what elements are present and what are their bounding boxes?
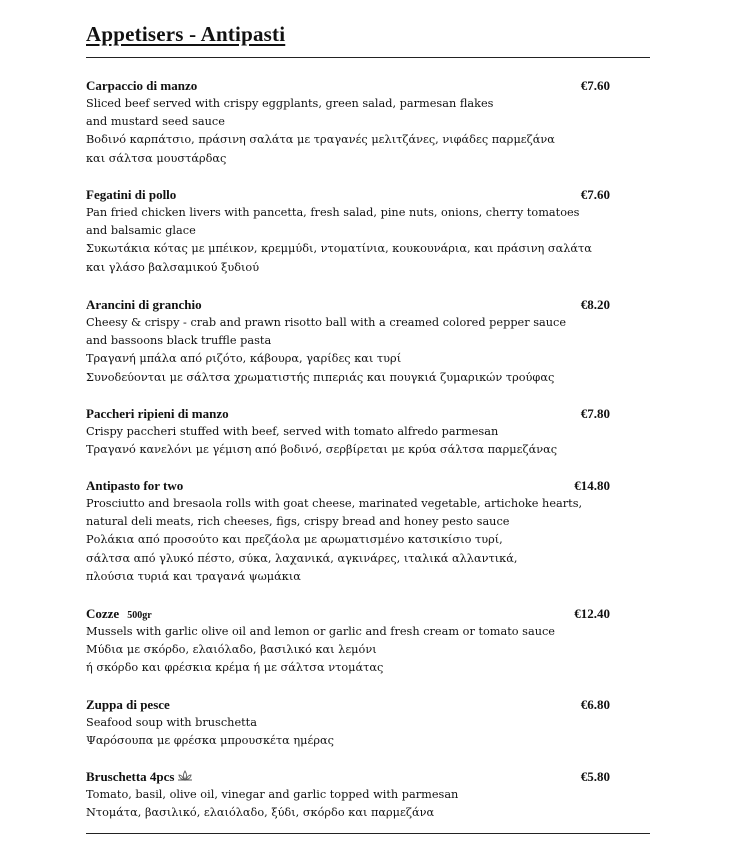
menu-item-fegatini — [86, 186, 650, 277]
item-name: Fegatini di pollo — [86, 187, 177, 202]
item-description-line: Τραγανή μπάλα από ριζότο, κάβουρα, γαρίδες και τυρί — [86, 352, 402, 366]
section-title: Appetisers - Antipasti — [86, 22, 286, 46]
menu-item-carpaccio — [86, 77, 650, 168]
item-description-line: Seafood soup with bruschetta — [86, 716, 257, 729]
vegetarian-leaf-icon — [177, 769, 193, 781]
item-description-line: Συνοδεύονται με σάλτσα χρωματιστής πιπεριάς και πουγκιά ζυμαρικών τρούφας — [86, 370, 555, 384]
top-divider — [86, 57, 650, 58]
item-description-line: ή σκόρδο και φρέσκια κρέμα ή με σάλτσα ντομάτας — [86, 661, 384, 675]
item-description-line: Ντομάτα, βασιλικό, ελαιόλαδο, ξύδι, σκόρδο και παρμεζάνα — [86, 806, 435, 820]
item-description-line: Ψαρόσουπα με φρέσκα μπρουσκέτα ημέρας — [86, 734, 334, 748]
item-description-line: and mustard seed sauce — [86, 115, 225, 129]
item-name: Bruschetta 4pcs — [86, 769, 175, 784]
item-description-line: Sliced beef served with crispy eggplants, green salad, parmesan flakes — [86, 97, 494, 110]
item-price: €7.80 — [580, 406, 610, 421]
item-name: Zuppa di pesce — [86, 697, 170, 712]
item-description-line: Tomato, basil, olive oil, vinegar and garlic topped with parmesan — [86, 788, 459, 801]
item-description-line: and balsamic glace — [86, 224, 196, 238]
item-price: €8.20 — [580, 297, 610, 312]
item-price: €5.80 — [580, 769, 610, 784]
item-description-line: Cheesy & crispy - crab and prawn risotto ball with a creamed colored pepper sauce — [86, 316, 567, 329]
item-description-line: Pan fried chicken livers with pancetta, fresh salad, pine nuts, onions, cherry tomatoes — [86, 206, 580, 219]
item-description-line: Βοδινό καρπάτσιο, πράσινη σαλάτα με τραγανές μελιτζάνες, νιφάδες παρμεζάνα — [86, 133, 555, 147]
item-price: €12.40 — [574, 606, 610, 621]
item-description-line: και γλάσο βαλσαμικού ξυδιού — [86, 260, 260, 274]
item-description-line: πλούσια τυριά και τραγανά ψωμάκια — [86, 569, 301, 583]
menu-item-zuppa — [86, 696, 650, 750]
item-price: €7.60 — [580, 78, 610, 93]
bottom-divider — [86, 833, 650, 834]
menu-item-paccheri — [86, 405, 650, 459]
menu-item-cozze — [86, 605, 650, 678]
item-name: Paccheri ripieni di manzo — [86, 406, 229, 421]
item-name: Arancini di granchio — [86, 297, 202, 312]
item-price: €6.80 — [580, 697, 610, 712]
item-portion-note: 500gr — [127, 610, 152, 621]
item-name-row — [86, 605, 650, 623]
item-description-line: Mussels with garlic olive oil and lemon or garlic and fresh cream or tomato sauce — [86, 625, 555, 638]
item-description-line: και σάλτσα μουστάρδας — [86, 151, 227, 165]
item-description-line: Συκωτάκια κότας με μπέικον, κρεμμύδι, ντοματίνια, κουκουνάρια, και πράσινη σαλάτα — [86, 242, 592, 256]
item-description-line: Μύδια με σκόρδο, ελαιόλαδο, βασιλικό και λεμόνι — [86, 643, 377, 657]
item-name: Antipasto for two — [86, 478, 184, 493]
item-description-line: Crispy paccheri stuffed with beef, served with tomato alfredo parmesan — [86, 425, 499, 438]
item-description-line: σάλτσα από γλυκό πέστο, σύκα, λαχανικά, αγκινάρες, ιταλικά αλλαντικά, — [86, 551, 518, 565]
item-price: €7.60 — [580, 187, 610, 202]
item-description-line: natural deli meats, rich cheeses, figs, crispy bread and honey pesto sauce — [86, 515, 510, 529]
menu-item-antipasto — [86, 477, 650, 586]
item-name: Carpaccio di manzo — [86, 78, 198, 93]
item-name: Cozze — [86, 606, 120, 621]
item-description-line: Τραγανό κανελόνι με γέμιση από βοδινό, σερβίρεται με κρύα σάλτσα παρμεζάνας — [86, 443, 558, 457]
menu-item-arancini — [86, 296, 650, 387]
item-name-row — [86, 768, 650, 786]
item-price: €14.80 — [574, 478, 610, 493]
item-description-line: Prosciutto and bresaola rolls with goat cheese, marinated vegetable, artichoke hearts, — [86, 497, 583, 510]
item-description-line: and bassoons black truffle pasta — [86, 334, 272, 348]
menu-item-bruschetta — [86, 768, 650, 822]
item-description-line: Ρολάκια από προσούτο και πρεζάολα με αρωματισμένο κατσικίσιο τυρί, — [86, 533, 503, 547]
